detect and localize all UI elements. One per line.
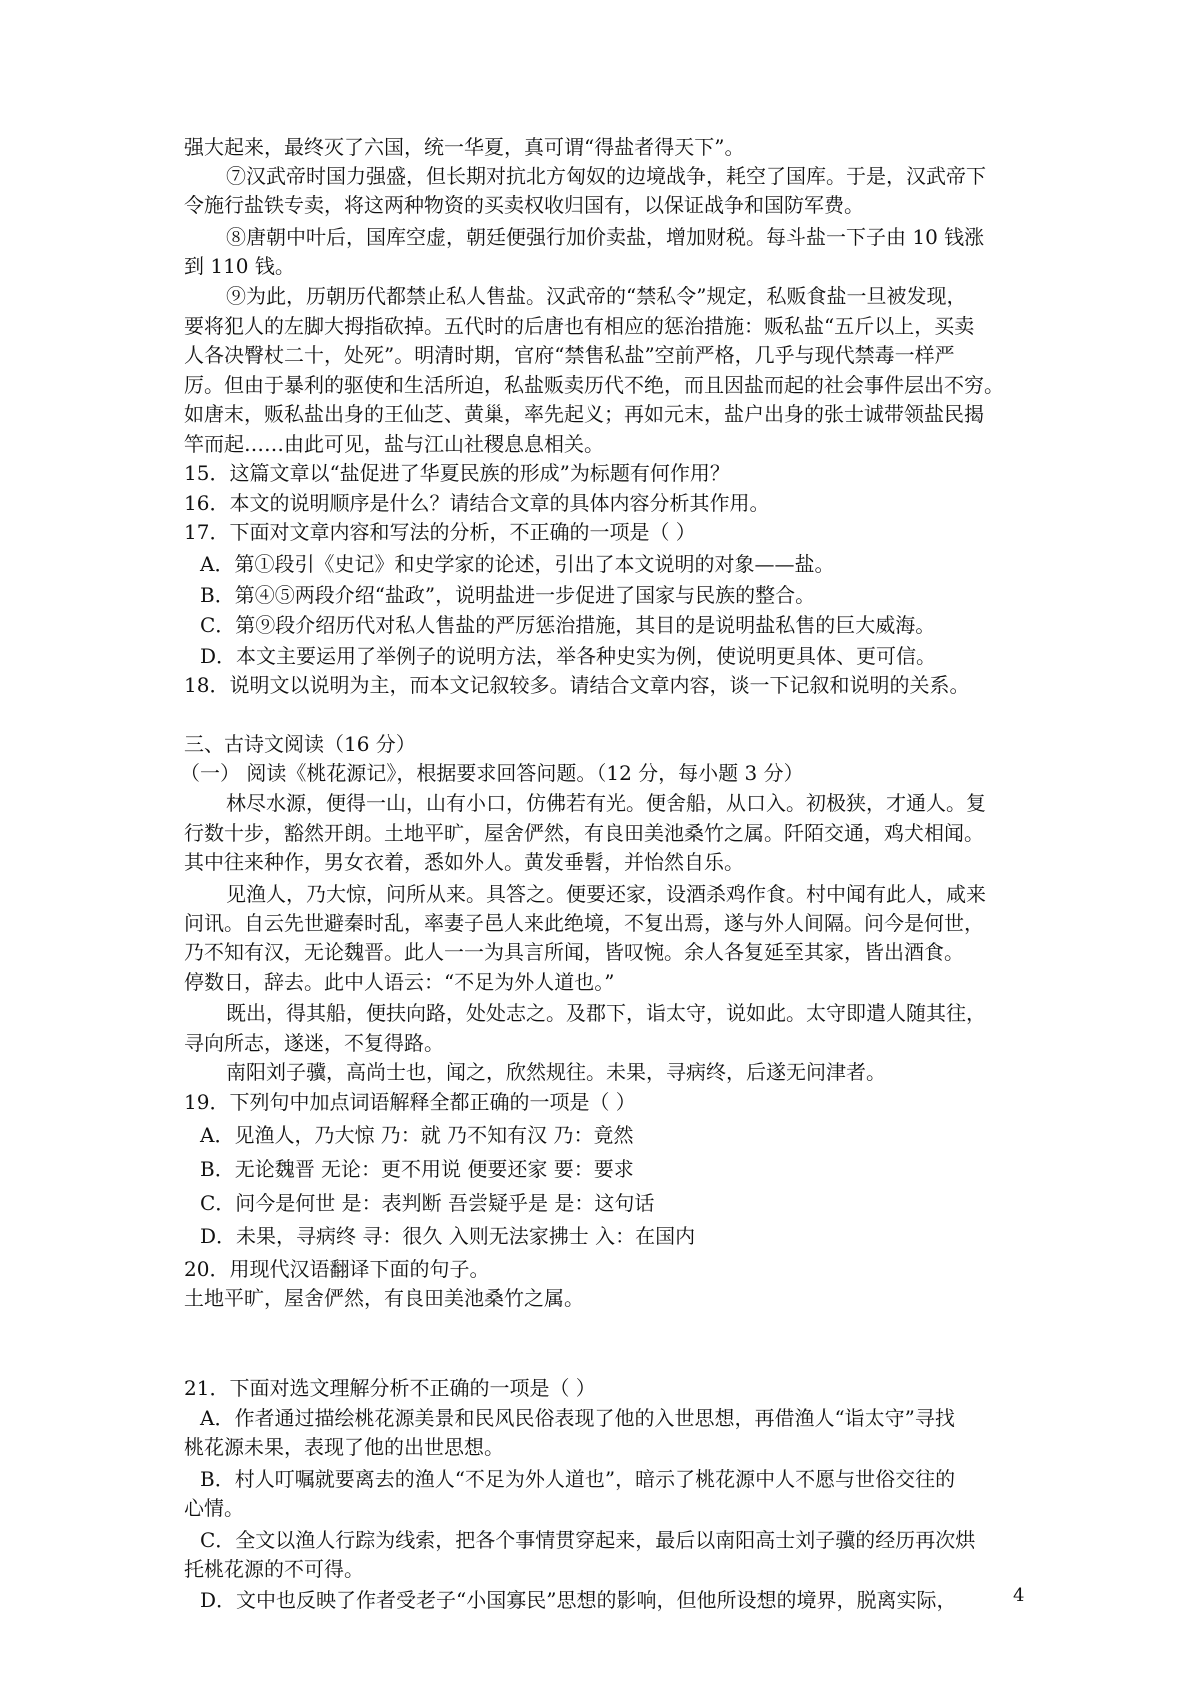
q21-option-c: C．全文以渔人行踪为线索，把各个事情贯穿起来，最后以南阳高士刘子骥的经历再次烘 — [200, 1528, 976, 1552]
classical-line: 既出，得其船，便扶向路，处处志之。及郡下，诣太守，说如此。太守即遣人随其往， — [226, 1001, 986, 1025]
classical-line: 见渔人，乃大惊，问所从来。具答之。便要还家，设酒杀鸡作食。村中闻有此人，咸来 — [226, 882, 986, 906]
q17-option-a: A．第①段引《史记》和史学家的论述，引出了本文说明的对象——盐。 — [200, 552, 835, 576]
classical-line: 寻向所志，遂迷，不复得路。 — [184, 1031, 444, 1055]
classical-line: 乃不知有汉，无论魏晋。此人一一为具言所闻，皆叹惋。余人各复延至其家，皆出酒食。 — [184, 940, 964, 964]
passage-line: 要将犯人的左脚大拇指砍掉。五代时的后唐也有相应的惩治措施：贩私盐“五斤以上，买卖 — [184, 314, 975, 338]
question-18: 18．说明文以说明为主，而本文记叙较多。请结合文章内容，谈一下记叙和说明的关系。 — [184, 673, 970, 697]
passage-line: 人各决臀杖二十，处死”。明清时期，官府“禁售私盐”空前严格，几乎与现代禁毒一样严 — [184, 343, 955, 367]
passage-line: 到 110 钱。 — [184, 254, 295, 278]
q21-option-b-cont: 心情。 — [184, 1496, 244, 1520]
question-17: 17．下面对文章内容和写法的分析，不正确的一项是（ ） — [184, 520, 696, 544]
classical-line: 南阳刘子骥，高尚士也，闻之，欣然规往。未果，寻病终，后遂无问津者。 — [226, 1060, 886, 1084]
part-heading: （一） 阅读《桃花源记》，根据要求回答问题。（12 分，每小题 3 分） — [180, 761, 804, 785]
passage-line: ⑧唐朝中叶后，国库空虚，朝廷便强行加价卖盐，增加财税。每斗盐一下子由 10 钱涨 — [226, 225, 985, 249]
q19-option-b: B．无论魏晋 无论：更不用说 便要还家 要：要求 — [200, 1157, 634, 1181]
passage-line: ⑨为此，历朝历代都禁止私人售盐。汉武帝的“禁私令”规定，私贩食盐一旦被发现， — [226, 284, 967, 308]
q19-option-d: D．未果，寻病终 寻：很久 入则无法家拂士 入：在国内 — [200, 1224, 696, 1248]
q20-sentence: 土地平旷，屋舍俨然，有良田美池桑竹之属。 — [184, 1286, 584, 1310]
classical-line: 问讯。自云先世避秦时乱，率妻子邑人来此绝境，不复出焉，遂与外人间隔。问今是何世， — [184, 911, 984, 935]
passage-line: 如唐末，贩私盐出身的王仙芝、黄巢，率先起义；再如元末，盐户出身的张士诚带领盐民揭 — [184, 402, 984, 426]
page-number: 4 — [1013, 1585, 1025, 1606]
passage-line: 强大起来，最终灭了六国，统一华夏，真可谓“得盐者得天下”。 — [184, 135, 745, 159]
question-19: 19．下列句中加点词语解释全都正确的一项是（ ） — [184, 1090, 636, 1114]
q21-option-a: A．作者通过描绘桃花源美景和民风民俗表现了他的入世思想，再借渔人“诣太守”寻找 — [200, 1406, 955, 1430]
classical-line: 停数日，辞去。此中人语云：“不足为外人道也。” — [184, 970, 615, 994]
q19-option-a: A．见渔人，乃大惊 乃：就 乃不知有汉 乃：竟然 — [200, 1123, 634, 1147]
q17-option-d: D．本文主要运用了举例子的说明方法，举各种史实为例，使说明更具体、更可信。 — [200, 644, 937, 668]
classical-line: 行数十步，豁然开朗。土地平旷，屋舍俨然，有良田美池桑竹之属。阡陌交通，鸡犬相闻。 — [184, 821, 984, 845]
passage-line: 厉。但由于暴利的驱使和生活所迫，私盐贩卖历代不绝，而且因盐而起的社会事件层出不穷。 — [184, 373, 1004, 397]
classical-line: 其中往来种作，男女衣着，悉如外人。黄发垂髫，并怡然自乐。 — [184, 850, 744, 874]
q17-option-c: C．第⑨段介绍历代对私人售盐的严厉惩治措施，其目的是说明盐私售的巨大威海。 — [200, 613, 936, 637]
question-15: 15．这篇文章以“盐促进了华夏民族的形成”为标题有何作用？ — [184, 461, 730, 485]
question-20: 20．用现代汉语翻译下面的句子。 — [184, 1257, 490, 1281]
q19-option-c: C．问今是何世 是：表判断 吾尝疑乎是 是：这句话 — [200, 1191, 655, 1215]
q21-option-d: D．文中也反映了作者受老子“小国寡民”思想的影响，但他所设想的境界，脱离实际， — [200, 1588, 957, 1612]
question-16: 16．本文的说明顺序是什么？请结合文章的具体内容分析其作用。 — [184, 491, 770, 515]
passage-line: 竿而起……由此可见，盐与江山社稷息息相关。 — [184, 432, 604, 456]
q21-option-c-cont: 托桃花源的不可得。 — [184, 1557, 364, 1581]
q21-option-b: B．村人叮嘱就要离去的渔人“不足为外人道也”，暗示了桃花源中人不愿与世俗交往的 — [200, 1467, 956, 1491]
q17-option-b: B．第④⑤两段介绍“盐政”，说明盐进一步促进了国家与民族的整合。 — [200, 583, 816, 607]
section-heading: 三、古诗文阅读（16 分） — [184, 732, 416, 756]
passage-line: 令施行盐铁专卖，将这两种物资的买卖权收归国有，以保证战争和国防军费。 — [184, 193, 864, 217]
q21-option-a-cont: 桃花源未果，表现了他的出世思想。 — [184, 1435, 504, 1459]
question-21: 21．下面对选文理解分析不正确的一项是（ ） — [184, 1376, 596, 1400]
passage-line: ⑦汉武帝时国力强盛，但长期对抗北方匈奴的边境战争，耗空了国库。于是，汉武帝下 — [226, 164, 986, 188]
classical-line: 林尽水源，便得一山，山有小口，仿佛若有光。便舍船，从口入。初极狭，才通人。复 — [226, 791, 986, 815]
